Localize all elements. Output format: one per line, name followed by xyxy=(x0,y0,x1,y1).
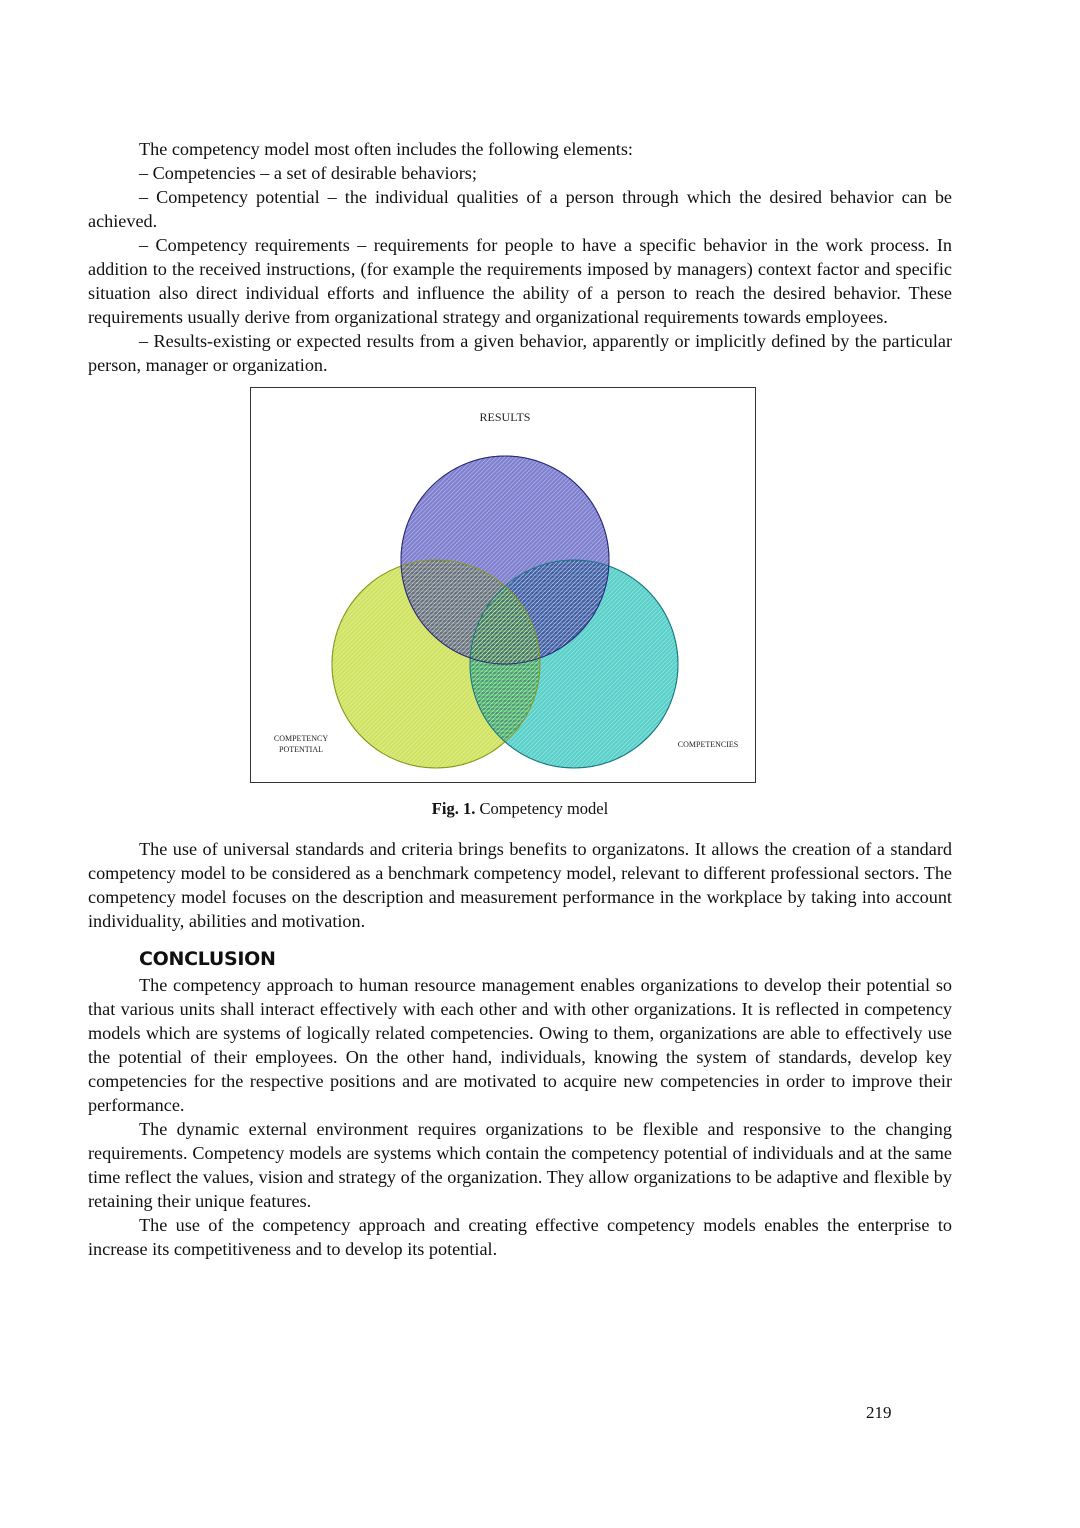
results-label: RESULTS xyxy=(479,410,531,424)
figure-caption-label: Fig. 1. xyxy=(431,799,476,818)
conclusion-paragraph-1: The competency approach to human resource management enables organizations to develop their potential so that various units shall interact effectively with each other and with other organizations. It is reflected in competency models which are systems of logically related competencies. Owing to them, organizations are able to effectively use the potential of their employees. On the other hand, individuals, knowing the system of standards, develop key competencies for the respective positions and are motivated to acquire new competencies in order to improve their performance. xyxy=(88,975,952,1115)
figure-caption xyxy=(88,799,952,819)
competency-model-figure xyxy=(250,387,756,783)
intro-paragraph-5: – Results-existing or expected results from a given behavior, apparently or implicitly defined by the particular person, manager or organization. xyxy=(88,331,952,375)
after-figure-paragraph: The use of universal standards and criteria brings benefits to organizatons. It allows the creation of a standard competency model to be considered as a benchmark competency model, relevant to different professional sectors. The competency model focuses on the description and measurement performance in the workplace by taking into account individuality, abilities and motivation. xyxy=(88,839,952,931)
competency-potential-label-line1: COMPETENCY xyxy=(273,734,329,743)
competencies-label: COMPETENCIES xyxy=(677,740,739,749)
page-number: 219 xyxy=(866,1403,892,1422)
venn-diagram xyxy=(251,388,755,782)
intro-paragraph-3: – Competency potential – the individual qualities of a person through which the desired behavior can be achieved. xyxy=(88,187,952,231)
conclusion-paragraph-2: The dynamic external environment requires organizations to be flexible and responsive to the changing requirements. Competency models are systems which contain the competency potential of individuals and at the same time reflect the values, vision and strategy of the organization. They allow organizations to be adaptive and flexible by retaining their unique features. xyxy=(88,1119,952,1211)
intro-paragraph-2: – Competencies – a set of desirable behaviors; xyxy=(139,163,477,183)
intro-paragraph-1: The competency model most often includes the following elements: xyxy=(139,139,633,159)
conclusion-heading: CONCLUSION xyxy=(139,948,276,970)
figure-caption-text: Competency model xyxy=(479,799,609,818)
conclusion-paragraph-3: The use of the competency approach and creating effective competency models enables the enterprise to increase its competitiveness and to develop its potential. xyxy=(88,1215,952,1259)
page-content xyxy=(88,137,952,1261)
competency-potential-label-line2: POTENTIAL xyxy=(279,745,323,754)
intro-paragraph-4: – Competency requirements – requirements for people to have a specific behavior in the work process. In addition to the received instructions, (for example the requirements imposed by managers) context factor and specific situation also direct individual efforts and influence the ability of a person to reach the desired behavior. These requirements usually derive from organizational strategy and organizational requirements towards employees. xyxy=(88,235,952,327)
